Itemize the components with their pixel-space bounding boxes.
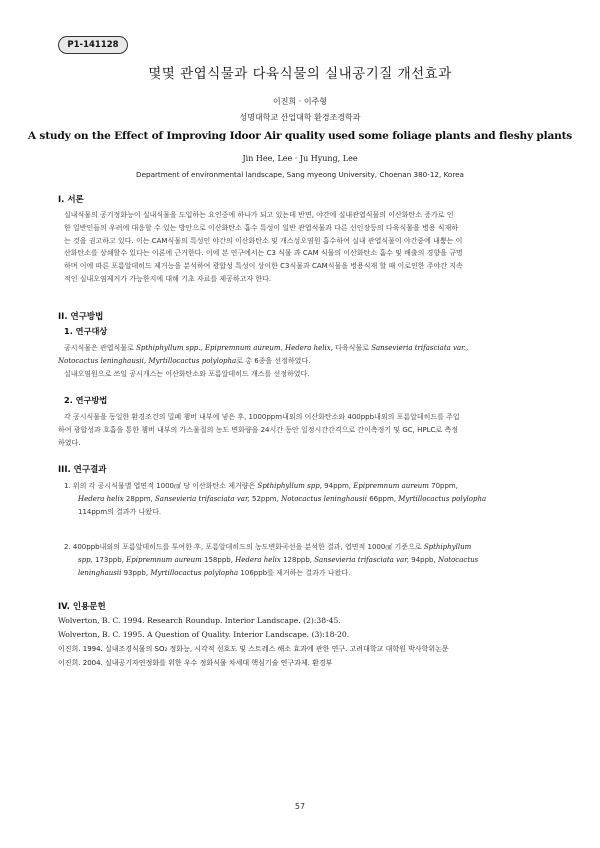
value: 94ppb, bbox=[409, 555, 438, 564]
subjects-line-3: 실내오염원으로 쓰일 공시개스는 이산화탄소와 포름알데히드 개스를 선정하였다. bbox=[64, 369, 310, 378]
affiliation-korean: 성명대학교 산업대학 환경조경학과 bbox=[239, 113, 361, 122]
intro-line: 실내식물의 공기정화능이 실내식물을 도입하는 요인중에 하나가 되고 있는데 반면, 야간에 실내관엽식물의 이산화탄소 증가로 인 bbox=[64, 211, 454, 219]
species-names: Sansevieria trifasciata var., bbox=[371, 344, 469, 352]
section-heading-references: IV. 인용문헌 bbox=[58, 602, 106, 612]
section-heading-methods: II. 연구방법 bbox=[58, 312, 104, 322]
method-line: 하여 광합성과 호흡을 통한 챔버 내부의 가스물질의 농도 변화량을 24시간 동안 일정시간간격으로 간이측정기 및 GC, HPLC로 측정 bbox=[58, 425, 458, 434]
reference-item: Wolverton, B. C. 1995. A Question of Quality. Interior Landscape. (3):18-20. bbox=[58, 630, 350, 639]
species-name: Notocactus bbox=[437, 555, 479, 564]
intro-line: 는 것을 권고하고 있다. 이는 CAM식물의 특성인 야간의 이산화탄소 및 개스성오염원 흡수하여 실내 관엽식물이 야간중에 내뿜는 이 bbox=[64, 236, 463, 245]
text-run: 공시식물은 관엽식물로 bbox=[64, 344, 137, 352]
value: 66ppm, bbox=[366, 494, 399, 503]
introduction-paragraph bbox=[64, 209, 544, 286]
reference-item: 이진희. 1994. 실내조경식물의 SO₂ 정화능, 시각적 선호도 및 스트레스 해소 효과에 관한 연구. 고려대학교 대학원 박사학위논문 bbox=[58, 645, 449, 653]
intro-line: 산화탄소를 상쇄할수 있다는 이론에 근거한다. 이에 본 연구에서는 C3 식물 과 CAM 식물의 이산화탄소 흡수 및 배출의 경향을 규명 bbox=[64, 249, 463, 258]
species-name: spp, bbox=[78, 555, 93, 564]
value: 93ppb, bbox=[121, 568, 151, 577]
paper-title-korean: 몇몇 관엽식물과 다육식물의 실내공기질 개선효과 bbox=[148, 66, 452, 82]
intro-line: 하며 이에 따른 포름알데히드 제거능을 분석하여 광합성 특성이 상이한 C3식물과 CAM식물을 병용식재 할 때 이로인한 주야간 지속 bbox=[64, 262, 463, 271]
result-1-line-1 bbox=[64, 480, 550, 493]
reference-item: Wolverton, B. C. 1994. Research Roundup. Interior Landscape. (2):38-45. bbox=[58, 616, 341, 625]
result-2-line-1 bbox=[64, 541, 550, 554]
species-name: Myrtillocactus polylopha bbox=[398, 494, 487, 503]
result-2-line-2 bbox=[64, 554, 550, 567]
species-name: Myrtillocactus polylopha bbox=[150, 568, 239, 577]
result-1-paragraph bbox=[64, 480, 550, 518]
method-line: 각 공시식물을 동일한 환경조건의 밀폐 챔버 내부에 넣은 후, 1000ppm내외의 이산화탄소와 400ppb내외의 포름알데히드를 주입 bbox=[64, 413, 460, 421]
result-1-line-2 bbox=[64, 493, 550, 506]
intro-line: 한 일반인들의 우려에 대응할 수 있는 방안으로 이산화탄소 흡수 특성이 일반 관엽식물과 다른 선인장등의 다육식물을 병용 식재하 bbox=[64, 223, 458, 232]
subjects-line-1 bbox=[58, 342, 548, 355]
result-2-line-3 bbox=[64, 567, 550, 580]
value: 70ppm, bbox=[428, 482, 458, 490]
text-run: 로 총 6종을 선정하였다. bbox=[236, 356, 311, 365]
method-line: 하였다. bbox=[58, 438, 81, 447]
authors-korean: 이진희 · 이주형 bbox=[273, 97, 327, 106]
affiliation-english: Department of environmental landscape, Sang myeong University, Choenan 380-12, Korea bbox=[136, 170, 464, 179]
page-number: 57 bbox=[294, 802, 306, 811]
subjects-line-2 bbox=[58, 355, 548, 368]
text-run: 1. 위의 각 공시식물별 엽면적 1000㎠ 당 이산화탄소 제거량은 bbox=[64, 482, 258, 490]
species-name: Spthiphyllum spp, bbox=[257, 482, 322, 490]
species-names: Spthiphyllum spp., Epipremnum aureum, Hedera helix, bbox=[136, 344, 333, 352]
value: 128ppb, bbox=[280, 555, 315, 564]
intro-line: 적인 실내오염제거가 가능한지에 대해 기초 자료를 제공하고자 한다. bbox=[64, 274, 272, 283]
text-run: 다육식물로 bbox=[332, 344, 372, 352]
reference-item: 이진희. 2004. 실내공기자연정화를 위한 우수 정화식물 차세대 핵심기술 연구과제. 환경부 bbox=[58, 659, 333, 667]
text-run: 106ppb를 제거하는 결과가 나왔다. bbox=[238, 568, 351, 577]
species-name: Sansevieria trifasciata var, bbox=[155, 494, 250, 503]
value: 173ppb, bbox=[92, 555, 127, 564]
value: 94ppm, bbox=[321, 482, 354, 490]
species-name: Hedera helix bbox=[78, 494, 124, 503]
paper-code-badge: P1-141128 bbox=[58, 36, 128, 54]
value: 158ppb, bbox=[201, 555, 236, 564]
reference-list bbox=[58, 614, 548, 670]
subsection-heading-method: 2. 연구방법 bbox=[64, 395, 108, 405]
species-name: Notocactus leninghausii bbox=[281, 494, 367, 503]
species-names: Notocactus leninghausii, Myrtillocactus polylopha bbox=[58, 356, 237, 365]
section-heading-introduction: I. 서론 bbox=[58, 195, 84, 205]
paper-title-english: A study on the Effect of Improving Idoor Air quality used some foliage plants and fleshy plants bbox=[27, 130, 573, 142]
species-name: Hedera helix bbox=[235, 555, 281, 564]
section-heading-results: III. 연구결과 bbox=[58, 465, 107, 475]
authors-english: Jin Hee, Lee · Ju Hyung, Lee bbox=[242, 154, 358, 163]
species-name: leninghausii bbox=[78, 568, 122, 577]
species-name: Epipremnum aureum bbox=[353, 482, 429, 490]
text-run: 2. 400ppb내외의 포름알데히드를 투여한 후, 포름알데히드의 농도변화곡선을 분석한 결과, 엽면적 1000㎠ 기준으로 bbox=[64, 543, 424, 551]
value: 28ppm, bbox=[123, 494, 155, 503]
result-2-paragraph bbox=[64, 541, 550, 579]
species-name: Epipremnum aureum bbox=[126, 555, 202, 564]
subjects-paragraph bbox=[58, 342, 548, 380]
result-1-line-3: 114ppm의 결과가 나왔다. bbox=[78, 507, 162, 516]
method-paragraph bbox=[58, 411, 548, 449]
species-name: Spthiphyllum bbox=[423, 543, 472, 551]
species-name: Sansevieria trifasciata var, bbox=[314, 555, 410, 564]
subsection-heading-subjects: 1. 연구대상 bbox=[64, 326, 108, 336]
value: 52ppm, bbox=[249, 494, 282, 503]
